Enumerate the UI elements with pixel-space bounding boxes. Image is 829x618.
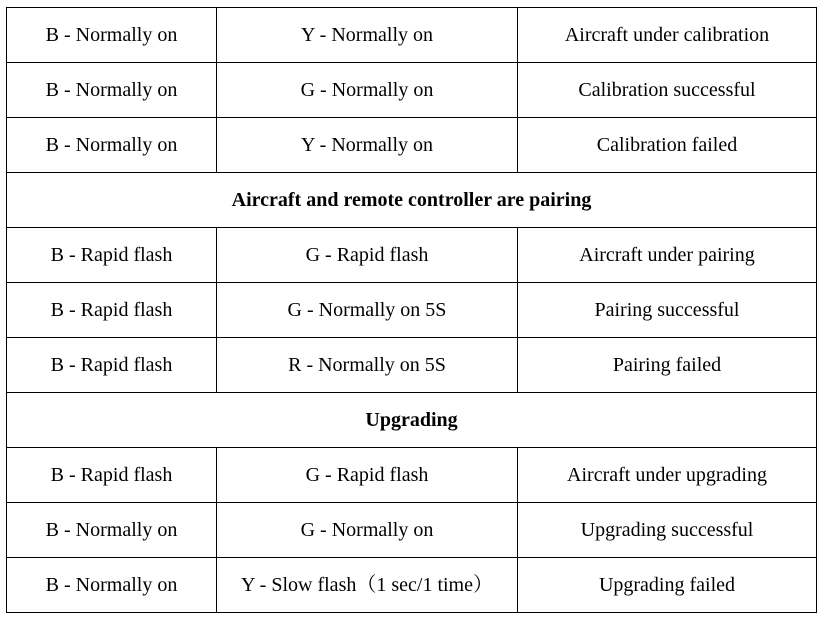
status-description-cell: Aircraft under upgrading bbox=[518, 448, 817, 503]
status-description-cell: Pairing successful bbox=[518, 283, 817, 338]
table-row bbox=[7, 8, 817, 63]
led-status-table-body bbox=[7, 8, 817, 613]
aircraft-led-cell: Y - Normally on bbox=[217, 118, 518, 173]
status-description-cell: Aircraft under pairing bbox=[518, 228, 817, 283]
status-description-cell: Aircraft under calibration bbox=[518, 8, 817, 63]
status-description-cell: Calibration failed bbox=[518, 118, 817, 173]
remote-led-cell: B - Normally on bbox=[7, 503, 217, 558]
status-description-cell: Upgrading successful bbox=[518, 503, 817, 558]
aircraft-led-cell: G - Rapid flash bbox=[217, 448, 518, 503]
aircraft-led-cell: G - Rapid flash bbox=[217, 228, 518, 283]
remote-led-cell: B - Rapid flash bbox=[7, 283, 217, 338]
section-header-row bbox=[7, 393, 817, 448]
section-header-row bbox=[7, 173, 817, 228]
table-row bbox=[7, 118, 817, 173]
remote-led-cell: B - Normally on bbox=[7, 558, 217, 613]
table-row bbox=[7, 63, 817, 118]
status-description-cell: Upgrading failed bbox=[518, 558, 817, 613]
led-status-table bbox=[6, 7, 817, 613]
remote-led-cell: B - Rapid flash bbox=[7, 338, 217, 393]
remote-led-cell: B - Normally on bbox=[7, 8, 217, 63]
aircraft-led-cell: Y - Slow flash（1 sec/1 time） bbox=[217, 558, 518, 613]
aircraft-led-cell: G - Normally on bbox=[217, 63, 518, 118]
remote-led-cell: B - Rapid flash bbox=[7, 448, 217, 503]
aircraft-led-cell: G - Normally on bbox=[217, 503, 518, 558]
section-header-pairing: Aircraft and remote controller are pairing bbox=[7, 173, 817, 228]
status-description-cell: Calibration successful bbox=[518, 63, 817, 118]
aircraft-led-cell: Y - Normally on bbox=[217, 8, 518, 63]
table-row bbox=[7, 448, 817, 503]
table-row bbox=[7, 338, 817, 393]
remote-led-cell: B - Rapid flash bbox=[7, 228, 217, 283]
remote-led-cell: B - Normally on bbox=[7, 63, 217, 118]
remote-led-cell: B - Normally on bbox=[7, 118, 217, 173]
table-row bbox=[7, 558, 817, 613]
table-row bbox=[7, 283, 817, 338]
aircraft-led-cell: R - Normally on 5S bbox=[217, 338, 518, 393]
status-description-cell: Pairing failed bbox=[518, 338, 817, 393]
table-row bbox=[7, 228, 817, 283]
aircraft-led-cell: G - Normally on 5S bbox=[217, 283, 518, 338]
section-header-upgrading: Upgrading bbox=[7, 393, 817, 448]
table-row bbox=[7, 503, 817, 558]
